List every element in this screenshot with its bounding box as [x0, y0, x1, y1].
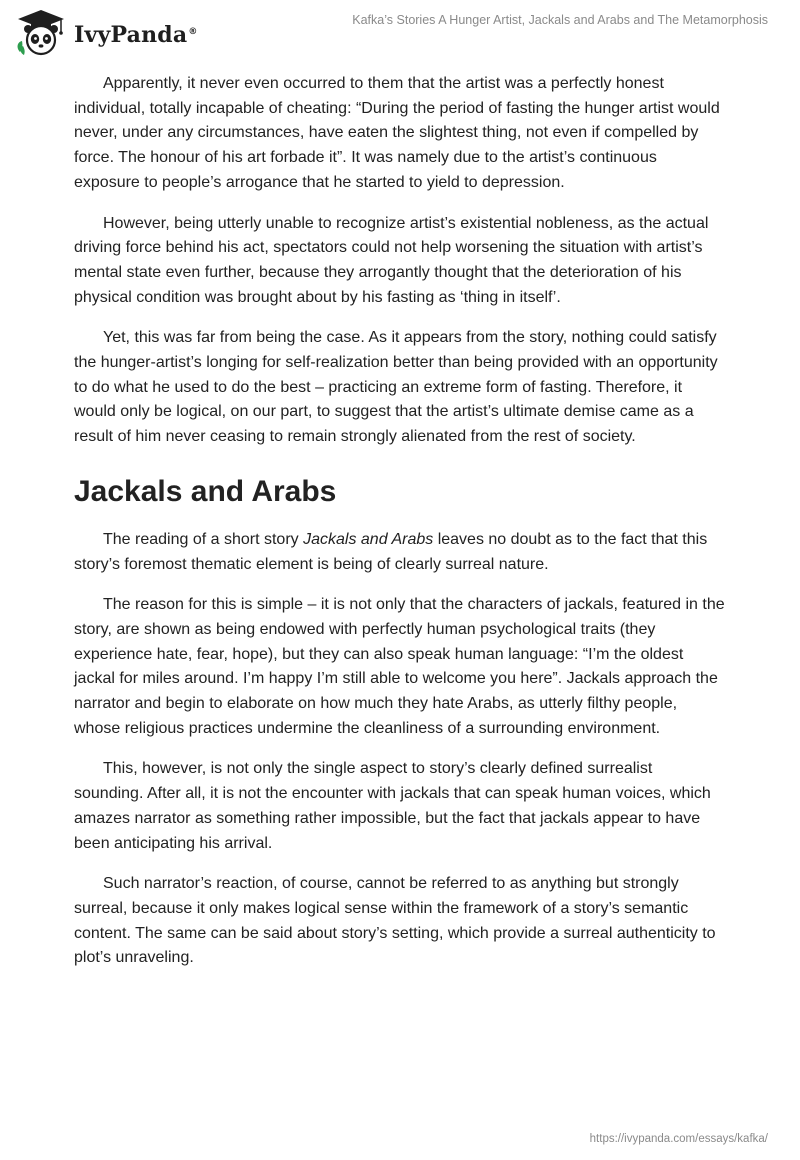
paragraph: Yet, this was far from being the case. As it appears from the story, nothing could satisfy the hunger-artist’s longing for self-realization better than being provided with an opportunity to do what he used to do the best – practicing an extreme form of fasting. Therefore, it would only be logical, on our part, to suggest that the artist’s ultimate demise came as a result of him never ceasing to remain strongly alienated from the rest of society.	[74, 329, 718, 446]
source-url[interactable]: https://ivypanda.com/essays/kafka/	[589, 1133, 768, 1145]
registered-mark: ®	[188, 26, 198, 37]
ivypanda-logo[interactable]	[14, 8, 198, 58]
paragraph: Apparently, it never even occurred to them that the artist was a perfectly honest individual, totally incapable of cheating: “During the period of fasting the hunger artist would never, under any circumstances, have eaten the slightest thing, not even if compelled by force. The honour of his art forbade it”. It was namely due to the artist’s continuous exposure to people’s arrogance that he started to yield to depression.	[74, 75, 720, 191]
brand-name: IvyPanda®	[74, 22, 198, 48]
paragraph: The reason for this is simple – it is not only that the characters of jackals, featured in the story, are shown as being endowed with perfectly human psychological traits (they experience hate, fear, hope), but they can also speak human language: “I’m the oldest jackal for miles around. I’m happy I’m still able to welcome you here”. Jackals approach the narrator and begin to elaborate on how much they hate Arabs, as utterly filthy people, whose religious practices undermine the cleanliness of a surrounding environment.	[74, 596, 725, 737]
paragraph: This, however, is not only the single aspect to story’s clearly defined surrealist sounding. After all, it is not the encounter with jackals that can speak human voices, which amazes narrator as something rather impossible, but the fact that jackals appear to have been anticipating his arrival.	[74, 760, 711, 852]
panda-graduate-icon	[14, 8, 68, 58]
document-title: Kafka’s Stories A Hunger Artist, Jackals and Arabs and The Metamorphosis	[352, 13, 768, 27]
essay-content	[74, 72, 726, 987]
paragraph-text: leaves no doubt as to the fact that this story’s foremost thematic element is being of clearly surreal nature.	[74, 530, 708, 573]
page-header	[0, 0, 800, 70]
paragraph	[74, 528, 726, 577]
paragraph: Such narrator’s reaction, of course, cannot be referred to as anything but strongly surreal, because it only makes logical sense within the framework of a story’s semantic content. The same can be said about story’s setting, which provide a surreal authenticity to plot’s unraveling.	[74, 875, 716, 967]
paragraph-text: The reading of a short story	[103, 530, 304, 548]
section-heading: Jackals and Arabs	[74, 474, 337, 508]
story-title-italic: Jackals and Arabs	[303, 530, 434, 548]
paragraph: However, being utterly unable to recognize artist’s existential nobleness, as the actual driving force behind his act, spectators could not help worsening the situation with artist’s mental state even further, because they arrogantly thought that the deterioration of his physical condition was brought about by his fasting as ‘thing in itself’.	[74, 214, 709, 306]
